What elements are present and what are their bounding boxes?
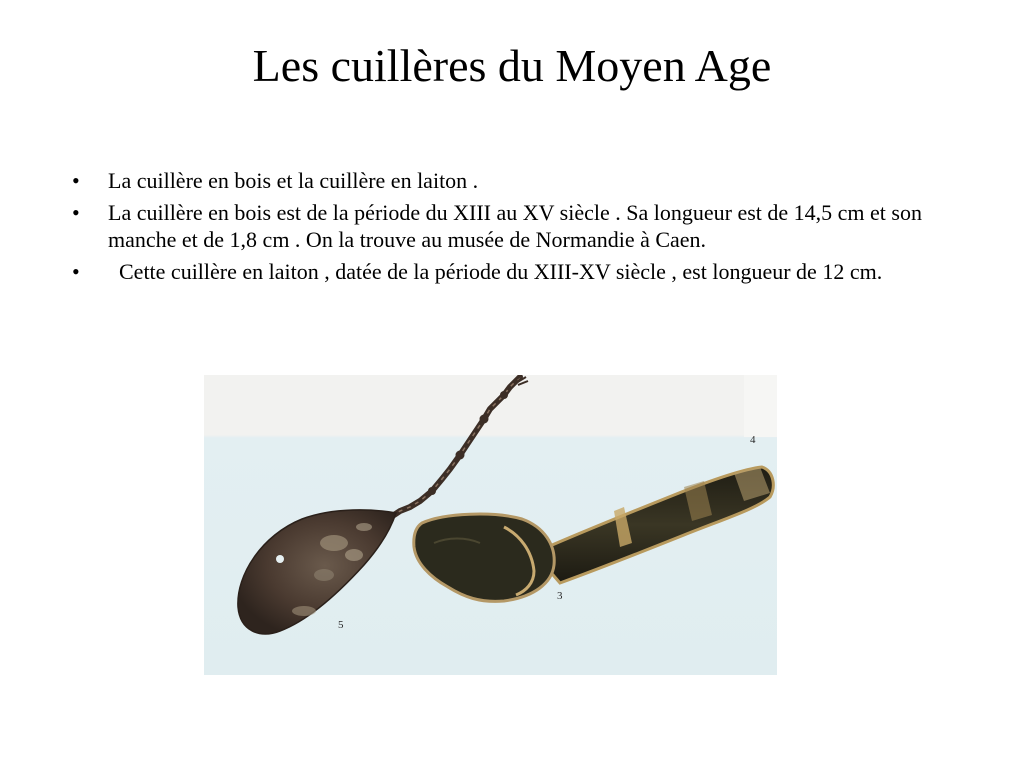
slide-title: Les cuillères du Moyen Age xyxy=(252,40,772,91)
bullet-text: Cette cuillère en laiton , datée de la période du XIII-XV siècle , est longueur de 12 cm. xyxy=(108,259,883,284)
bullet-marker: • xyxy=(72,168,80,193)
bullet-text: La cuillère en bois et la cuillère en laiton . xyxy=(108,168,479,193)
bullet-item xyxy=(72,199,952,253)
figure-number-3: 3 xyxy=(557,590,563,602)
spoons-illustration xyxy=(204,375,777,675)
figure-number-4: 4 xyxy=(750,434,756,446)
bullet-item xyxy=(72,167,952,194)
bullet-text: La cuillère en bois est de la période du XIII au XV siècle . Sa longueur est de 14,5 cm et son manche et de 1,8 cm . On la trouve au musée de Normandie à Caen. xyxy=(108,200,922,252)
bullet-item xyxy=(72,258,952,285)
bullet-marker: • xyxy=(72,200,80,225)
figure-number-5: 5 xyxy=(338,619,344,631)
spoons-photo xyxy=(204,375,777,675)
bullet-list xyxy=(72,167,952,290)
bullet-marker: • xyxy=(72,259,80,284)
